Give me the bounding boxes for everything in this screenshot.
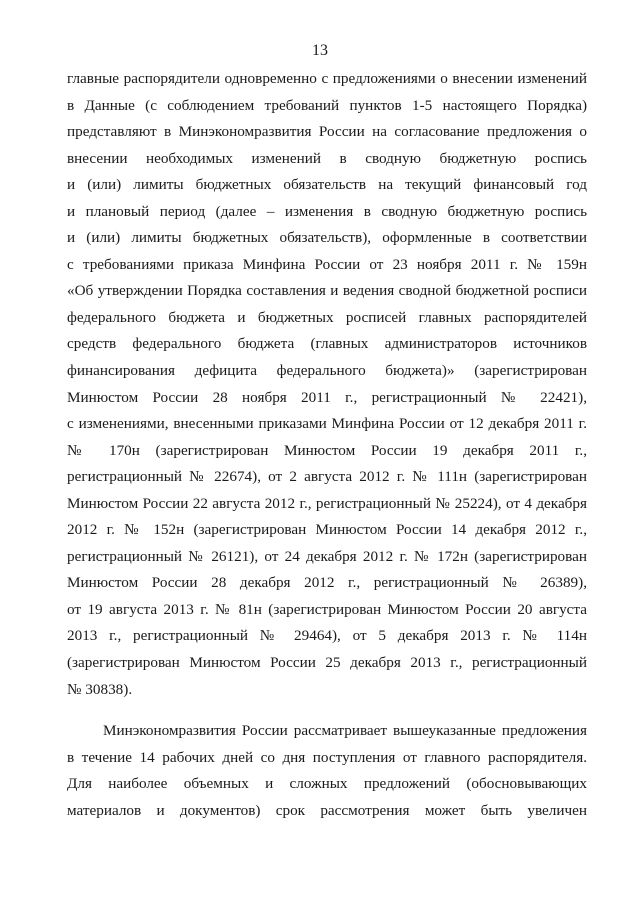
text-line: 2013 г., регистрационный № 29464), от 5 декабря 2013 г. № 114н bbox=[67, 627, 587, 645]
body-text bbox=[67, 66, 587, 824]
text-line: Минэкономразвития России рассматривает вышеуказанные предложения bbox=[103, 722, 587, 740]
text-line: и (или) лимиты бюджетных обязательств), оформленные в соответствии bbox=[67, 229, 587, 247]
text-line: средств федерального бюджета (главных администраторов источников bbox=[67, 335, 587, 353]
text-line: представляют в Минэкономразвития России на согласование предложения о bbox=[67, 123, 587, 141]
text-line: в Данные (с соблюдением требований пунктов 1-5 настоящего Порядка) bbox=[67, 96, 587, 114]
text-line: от 19 августа 2013 г. № 81н (зарегистрирован Минюстом России 20 августа bbox=[67, 600, 587, 618]
text-line: федерального бюджета и бюджетных росписей главных распорядителей bbox=[67, 308, 587, 326]
text-line: в течение 14 рабочих дней со дня поступления от главного распорядителя. bbox=[67, 748, 587, 766]
paragraph-1 bbox=[67, 66, 587, 703]
paragraph-gap bbox=[67, 703, 587, 718]
text-line: с требованиями приказа Минфина России от 23 ноября 2011 г. № 159н bbox=[67, 255, 587, 273]
page-number: 13 bbox=[312, 42, 328, 59]
text-line: (зарегистрирован Минюстом России 25 декабря 2013 г., регистрационный bbox=[67, 654, 587, 672]
text-line: «Об утверждении Порядка составления и ведения сводной бюджетной росписи bbox=[67, 282, 587, 300]
text-line: № 170н (зарегистрирован Минюстом России 19 декабря 2011 г., bbox=[67, 441, 587, 459]
paragraph-2 bbox=[67, 718, 587, 824]
text-line: Минюстом России 22 августа 2012 г., регистрационный № 25224), от 4 декабря bbox=[67, 494, 587, 512]
text-line: с изменениями, внесенными приказами Минфина России от 12 декабря 2011 г. bbox=[67, 415, 587, 433]
text-line: № 30838). bbox=[67, 680, 133, 698]
text-line: главные распорядители одновременно с предложениями о внесении изменений bbox=[67, 70, 587, 87]
text-line: Для наиболее объемных и сложных предложений (обосновывающих bbox=[67, 775, 587, 793]
text-line: Минюстом России 28 декабря 2012 г., регистрационный № 26389), bbox=[67, 574, 587, 592]
text-line: 2012 г. № 152н (зарегистрирован Минюстом России 14 декабря 2012 г., bbox=[67, 521, 587, 539]
text-line: регистрационный № 26121), от 24 декабря 2012 г. № 172н (зарегистрирован bbox=[67, 547, 587, 565]
text-line: и плановый период (далее – изменения в сводную бюджетную роспись bbox=[67, 202, 587, 220]
text-line: и (или) лимиты бюджетных обязательств на текущий финансовый год bbox=[67, 176, 587, 194]
text-line: финансирования дефицита федерального бюджета)» (зарегистрирован bbox=[67, 362, 587, 380]
text-line: Минюстом России 28 ноября 2011 г., регистрационный № 22421), bbox=[67, 388, 587, 406]
text-line: материалов и документов) срок рассмотрения может быть увеличен bbox=[67, 801, 587, 819]
text-line: внесении необходимых изменений в сводную бюджетную роспись bbox=[67, 149, 587, 167]
text-line: регистрационный № 22674), от 2 августа 2012 г. № 111н (зарегистрирован bbox=[67, 468, 587, 486]
